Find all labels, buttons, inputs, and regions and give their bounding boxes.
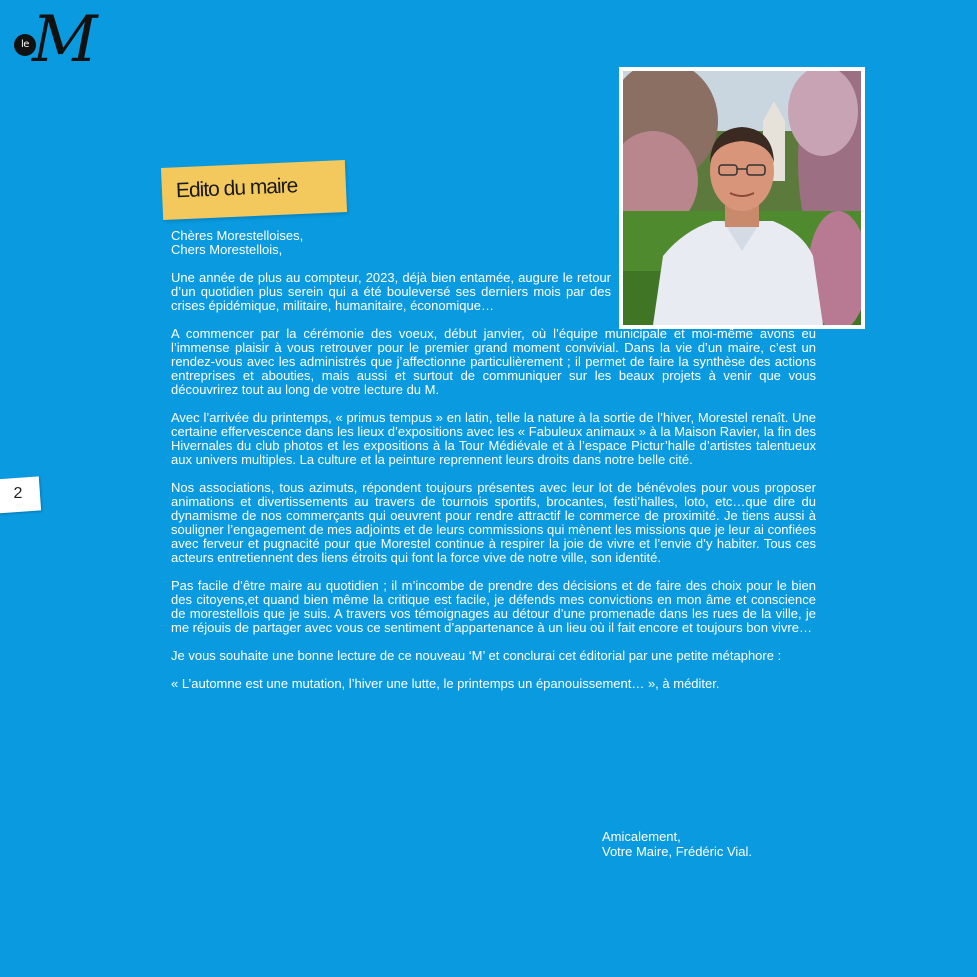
paragraph-associations: Nos associations, tous azimuts, répondent toujours présentes avec leur lot de bénévoles pour vous proposer animations et divertissements au travers de tournois sportifs, brocantes, festi’halles, loto, etc…que dire du dynamisme de nos commerçants qui oeuvrent pour rendre attractif le commerce de proximité. Je tiens aussi à souligner l’engagement de mes adjoints et de leurs commissions qui mènent les missions que je leur ai confiées avec ferveur et pugnacité pour que Morestel continue à respirer la joie de vivre et l’envie d’y habiter. Tous ces acteurs entretiennent des liens étroits qui font la force vive de notre ville, son identité. xyxy=(171,480,816,565)
magazine-logo xyxy=(14,3,98,77)
section-title: Edito du maire xyxy=(175,174,298,203)
paragraph-voeux: A commencer par la cérémonie des voeux, début janvier, où l’équipe municipale et moi-même avons eu l’immense plaisir à vous retrouver pour le premier grand moment convivial. Dans la vie d’un maire, c’est un rendez-vous avec les administrés que j’affectionne particulièrement ; il permet de faire la synthèse des actions entreprises et abouties, mais aussi et surtout de communiquer sur les beaux projets à venir que vous découvrirez tout au long de votre lecture du M. xyxy=(171,326,816,397)
paragraph-metaphore: « L’automne est une mutation, l’hiver une lutte, le printemps un épanouissement… », à méditer. xyxy=(171,676,720,691)
paragraph-intro: Une année de plus au compteur, 2023, déjà bien entamée, augure le retour d’un quotidien plus serein qui a été bouleversé ses derniers mois par des crises épidémique, militaire, humanitaire, économique… xyxy=(171,270,611,313)
greeting-line-2: Chers Morestellois, xyxy=(171,242,283,257)
logo-m-letter: M xyxy=(32,3,98,77)
closing: Amicalement, xyxy=(602,829,681,844)
paragraph-lecture: Je vous souhaite une bonne lecture de ce nouveau ‘M’ et conclurai cet éditorial par une petite métaphore : xyxy=(171,648,782,663)
greeting-line-1: Chères Morestelloises, xyxy=(171,228,304,243)
logo-le-badge: le xyxy=(14,34,36,56)
page-number: 2 xyxy=(13,484,23,502)
page-number-tab xyxy=(0,476,41,513)
section-title-label xyxy=(161,160,347,220)
paragraph-printemps: Avec l’arrivée du printemps, « primus tempus » en latin, telle la nature à la sortie de l’hiver, Morestel renaît. Une certaine effervescence dans les lieux d’expositions avec les « Fabuleux animaux » à la Maison Ravier, la fin des Hivernales du club photos et les expositions à la Tour Médiévale et à l’espace Pictur’halle d’artistes talentueux aux univers multiples. La culture et la peinture reprennent leurs droits dans notre belle cité. xyxy=(171,410,816,467)
signature-block xyxy=(602,829,752,859)
signature: Votre Maire, Frédéric Vial. xyxy=(602,844,753,859)
editorial-letter xyxy=(171,229,816,705)
greeting xyxy=(171,229,611,257)
paragraph-maire: Pas facile d’être maire au quotidien ; il m’incombe de prendre des décisions et de faire des choix pour le bien des citoyens,et quand bien même la critique est facile, je défends mes convictions en mon âme et conscience de morestellois que je suis. A travers vos témoignages au détour d’une promenade dans les rues de la ville, je me réjouis de partager avec vous ce sentiment d’appartenance à un lieu où il fait encore et toujours bon vivre… xyxy=(171,578,816,635)
